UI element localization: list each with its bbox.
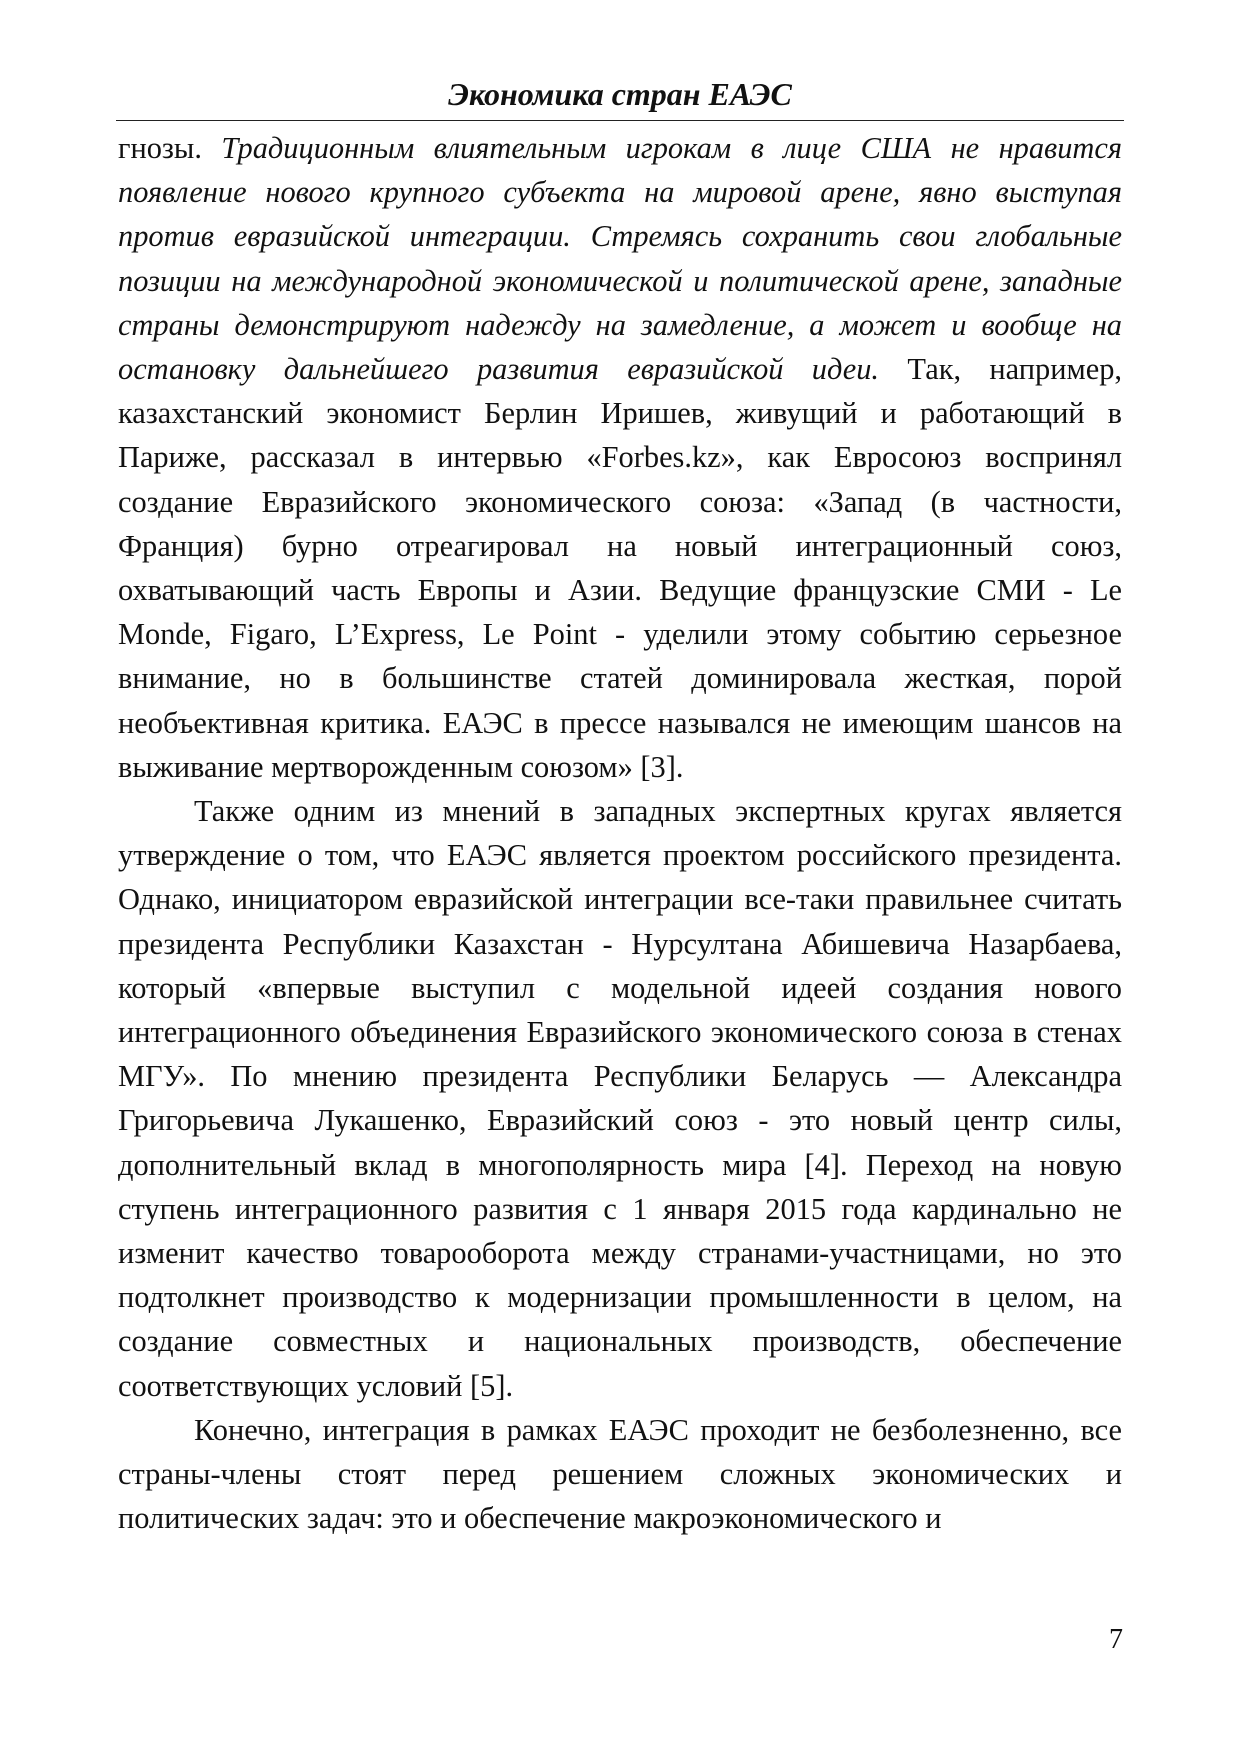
header-rule: [116, 120, 1124, 121]
paragraph-1-rest: Так, например, казахстанский экономист Берлин Иришев, живущий и работающий в Париже, рассказал в интервью «Forbes.kz», как Евросоюз воспринял создание Евразийского экономического союза: «Запад (в частности, Франция) бурно отреагировал на новый интеграционный союз, охватывающий часть Европы и Азии. Ведущие французские СМИ - Le Monde, Figaro, L’Express, Le Point - уделили этому событию серьезное внимание, но в большинстве статей доминировала жесткая, порой необъективная критика. ЕАЭС в прессе назывался не имеющим шансов на выживание мертворожденным союзом» [3].: [118, 352, 1122, 784]
paragraph-2: Также одним из мнений в западных экспертных кругах является утверждение о том, что ЕАЭС является проектом российского президента. Однако, инициатором евразийской интеграции все-таки правильнее считать президента Республики Казахстан - Нурсултана Абишевича Назарбаева, который «впервые выступил с модельной идеей создания нового интеграционного объединения Евразийского экономического союза в стенах МГУ». По мнению президента Республики Беларусь — Александра Григорьевича Лукашенко, Евразийский союз - это новый центр силы, дополнительный вклад в многополярность мира [4]. Переход на новую ступень интеграционного развития с 1 января 2015 года кардинально не изменит качество товарооборота между странами-участницами, но это подтолкнет производство к модернизации промышленности в целом, на создание совместных и национальных производств, обеспечение соответствующих условий [5].: [118, 794, 1122, 1403]
paragraph-1-lead: гнозы.: [118, 131, 222, 165]
paragraph-1-italic: Традиционным влиятельным игрокам в лице США не нравится появление нового крупного субъекта на мировой арене, явно выступая против евразийской интеграции. Стремясь сохранить свои глобальные позиции на международной экономической и политической арене, западные страны демонстрируют надежду на замедление, а может и вообще на остановку дальнейшего развития евразийской идеи.: [118, 131, 1122, 387]
paragraph-3: Конечно, интеграция в рамках ЕАЭС проходит не безболезненно, все страны-члены стоят перед решением сложных экономических и политических задач: это и обеспечение макроэкономического и: [118, 1412, 1122, 1536]
paragraph-1: [118, 126, 1122, 789]
body-text: [118, 126, 1122, 1541]
running-title: Экономика стран ЕАЭС: [448, 76, 792, 112]
page-number: 7: [1109, 1624, 1123, 1655]
